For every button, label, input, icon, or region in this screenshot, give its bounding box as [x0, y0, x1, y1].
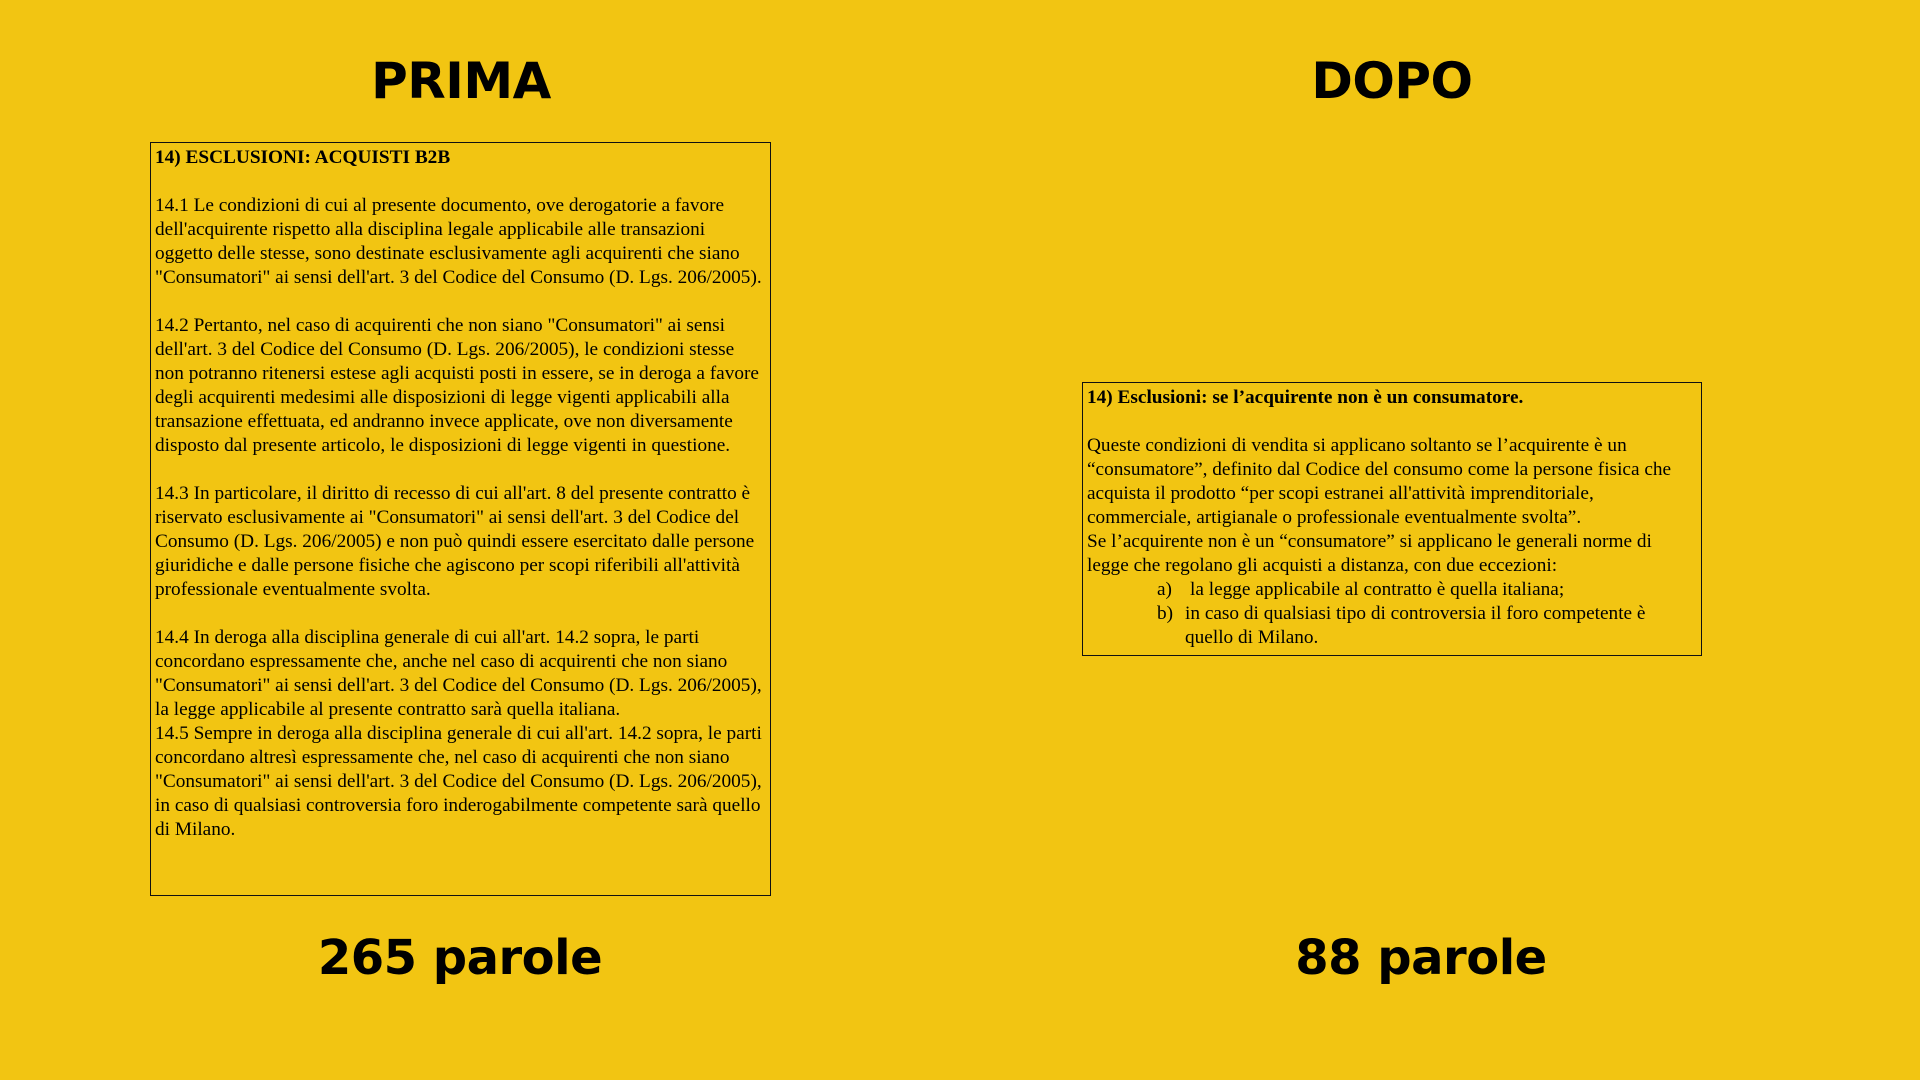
exceptions-list — [1087, 578, 1697, 650]
before-paragraph-14-3: 14.3 In particolare, il diritto di recesso di cui all'art. 8 del presente contratto è riservato esclusivamente ai "Consumatori" ai sensi dell'art. 3 del Codice del Consumo (D. Lgs. 206/2005) e non può quindi essere esercitato dalle persone giuridiche e dalle persone fisiche che agiscono per scopi riferibili all'attività professionale eventualmente svolta. — [155, 483, 755, 600]
list-item-text: in caso di qualsiasi tipo di controversia il foro competente è quello di Milano. — [1185, 603, 1646, 648]
list-marker: b) — [1157, 603, 1174, 624]
list-item — [1087, 578, 1697, 602]
after-paragraph-2: Se l’acquirente non è un “consumatore” si applicano le generali norme di legge che regolano gli acquisti a distanza, con due eccezioni: — [1087, 531, 1652, 576]
list-item — [1087, 602, 1697, 650]
after-box-title: 14) Esclusioni: se l’acquirente non è un consumatore. — [1087, 387, 1524, 408]
before-paragraph-14-5: 14.5 Sempre in deroga alla disciplina generale di cui all'art. 14.2 sopra, le parti concordano altresì espressamente che, nel caso di acquirenti che non siano "Consumatori" ai sensi dell'art. 3 del Codice del Consumo (D. Lgs. 206/2005), in caso di qualsiasi controversia foro inderogabilmente competente sarà quello di Milano. — [155, 723, 762, 840]
after-heading: DOPO — [1311, 52, 1473, 110]
before-word-count: 265 parole — [317, 930, 603, 986]
list-marker: a) — [1157, 579, 1172, 600]
after-word-count: 88 parole — [1295, 930, 1547, 986]
before-heading: PRIMA — [371, 52, 551, 110]
before-paragraph-14-4: 14.4 In deroga alla disciplina generale di cui all'art. 14.2 sopra, le parti concordano espressamente che, anche nel caso di acquirenti che non siano "Consumatori" ai sensi dell'art. 3 del Codice del Consumo (D. Lgs. 206/2005), la legge applicabile al presente contratto sarà quella italiana. — [155, 627, 762, 720]
before-box-title: 14) ESCLUSIONI: ACQUISTI B2B — [155, 147, 451, 168]
before-paragraph-14-2: 14.2 Pertanto, nel caso di acquirenti che non siano "Consumatori" ai sensi dell'art. 3 del Codice del Consumo (D. Lgs. 206/2005), le condizioni stesse non potranno ritenersi estese agli acquisti posti in essere, se in deroga a favore degli acquirenti medesimi alle disposizioni di legge vigenti applicabili alla transazione effettuata, ed andranno invece applicate, ove non diversamente disposto dal presente articolo, le disposizioni di legge vigenti in questione. — [155, 315, 759, 456]
before-text-box — [150, 142, 771, 896]
list-item-text: la legge applicabile al contratto è quella italiana; — [1190, 579, 1565, 600]
after-text-box — [1082, 382, 1702, 656]
after-paragraph-1: Queste condizioni di vendita si applicano soltanto se l’acquirente è un “consumatore”, definito dal Codice del consumo come la persone fisica che acquista il prodotto “per scopi estranei all'attività imprenditoriale, commerciale, artigianale o professionale eventualmente svolta”. — [1087, 435, 1672, 528]
before-paragraph-14-1: 14.1 Le condizioni di cui al presente documento, ove derogatorie a favore dell'acquirente rispetto alla disciplina legale applicabile alle transazioni oggetto delle stesse, sono destinate esclusivamente agli acquirenti che siano "Consumatori" ai sensi dell'art. 3 del Codice del Consumo (D. Lgs. 206/2005). — [155, 195, 762, 288]
